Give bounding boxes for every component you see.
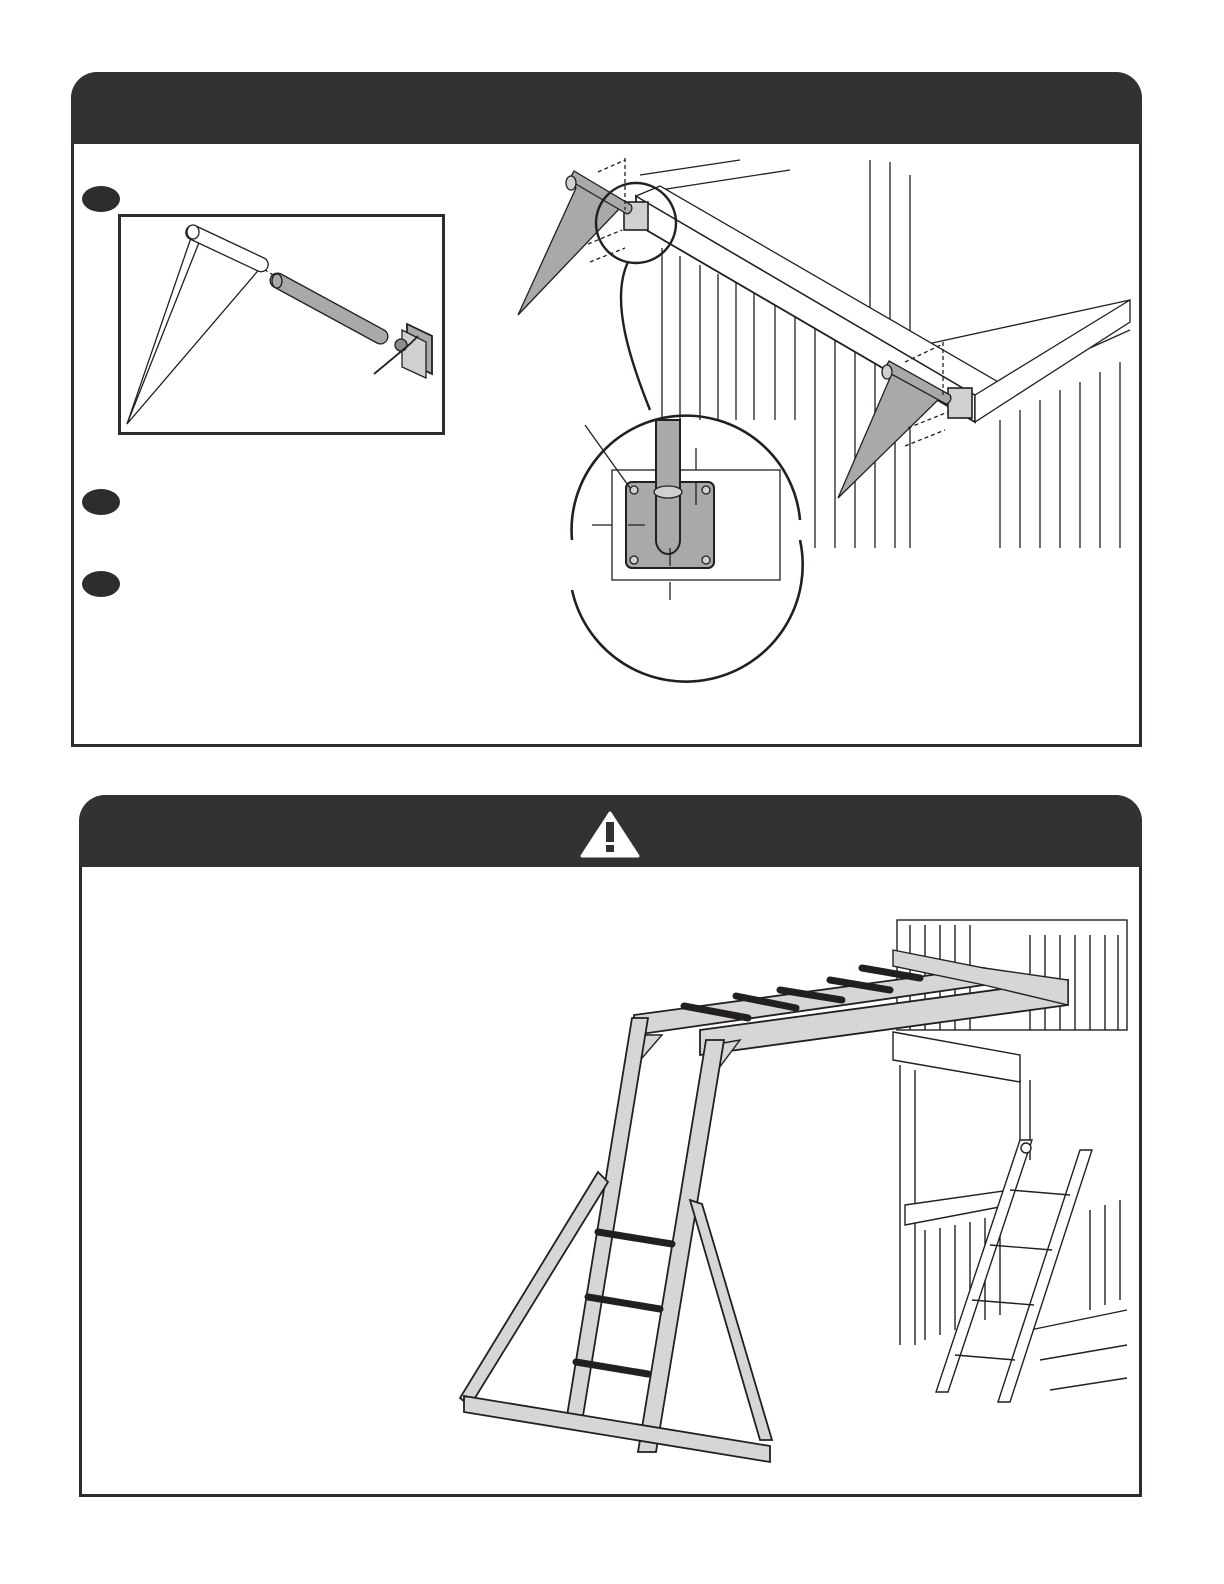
fort-ladder [936,1140,1092,1402]
